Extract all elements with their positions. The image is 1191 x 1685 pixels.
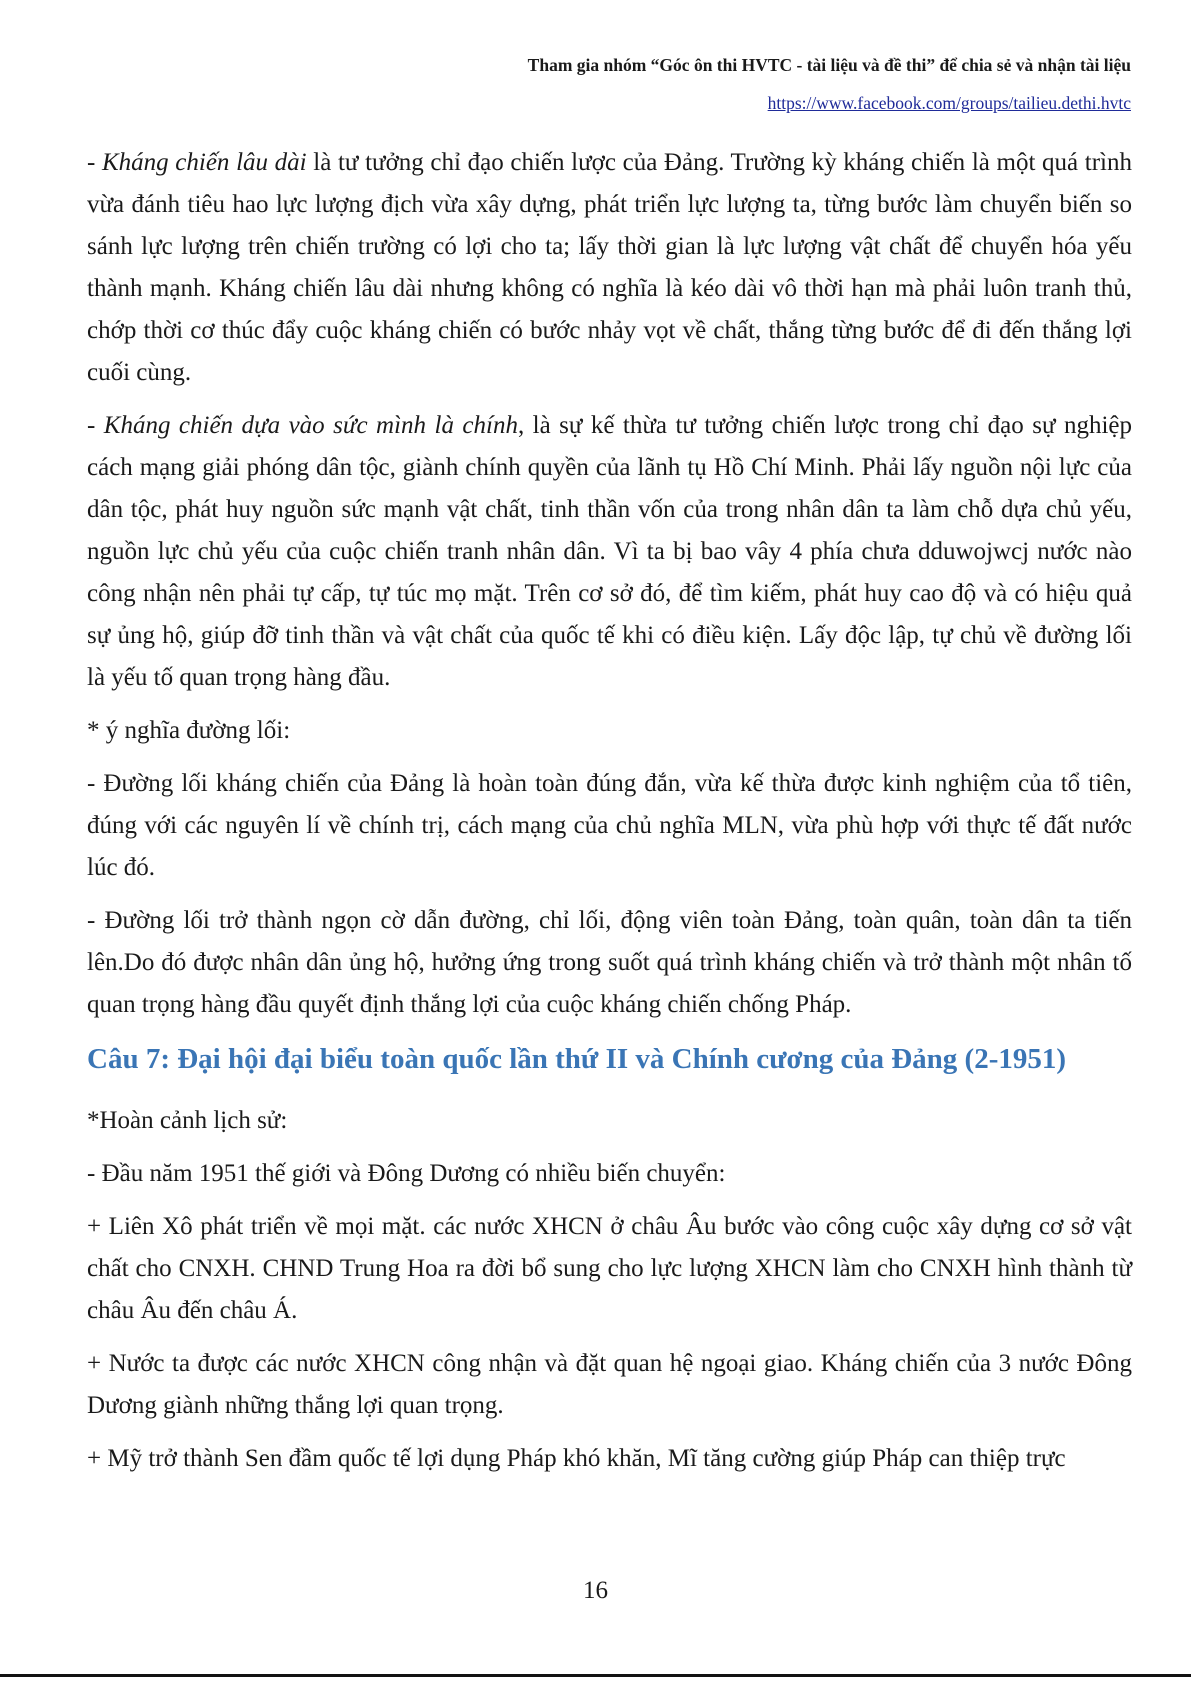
page-header <box>131 52 1131 116</box>
paragraph-dau-nam-1951: - Đầu năm 1951 thế giới và Đông Dương có nhiều biến chuyển: <box>87 1160 726 1187</box>
paragraph-dua-vao-suc-minh <box>87 405 1132 699</box>
header-title: Tham gia nhóm “Góc ôn thi HVTC - tài liệu và đề thi” để chia sẻ và nhận tài liệu <box>527 55 1131 75</box>
paragraph-text: là tư tưởng chỉ đạo chiến lược của Đảng. Trường kỳ kháng chiến là một quá trình vừa đánh tiêu hao lực lượng địch vừa xây dựng, phát triển lực lượng ta, từng bước làm chuyển biến so sánh lực lượng trên chiến trường có lợi cho ta; lấy thời gian là lực lượng vật chất để chuyển hóa yếu thành mạnh. Kháng chiến lâu dài nhưng không có nghĩa là kéo dài vô thời hạn mà phải luôn tranh thủ, chớp thời cơ thúc đẩy cuộc kháng chiến có bước nhảy vọt về chất, thắng từng bước để đi đến thắng lợi cuối cùng. <box>87 149 1133 386</box>
paragraph-hoan-canh-label: *Hoàn cảnh lịch sử: <box>87 1107 288 1134</box>
document-body <box>87 142 1132 1491</box>
paragraph-nuoc-ta: + Nước ta được các nước XHCN công nhận và đặt quan hệ ngoại giao. Kháng chiến của 3 nước Đông Dương giành những thắng lợi quan trọng. <box>87 1350 1132 1419</box>
paragraph-y-nghia-label: * ý nghĩa đường lối: <box>87 717 291 744</box>
paragraph-lead-italic: - Kháng chiến lâu dài <box>87 149 307 176</box>
section-heading-cau-7: Câu 7: Đại hội đại biểu toàn quốc lần thứ II và Chính cương của Đảng (2-1951) <box>87 1043 1067 1075</box>
paragraph-text: , là sự kế thừa tư tưởng chiến lược trong chỉ đạo sự nghiệp cách mạng giải phóng dân tộc, giành chính quyền của lãnh tụ Hồ Chí Minh. Phải lấy nguồn nội lực của dân tộc, phát huy nguồn sức mạnh vật chất, tinh thần vốn của trong nhân dân ta làm chỗ dựa chủ yếu, nguồn lực chủ yếu của cuộc chiến tranh nhân dân. Vì ta bị bao vây 4 phía chưa dduwojwcj nước nào công nhận nên phải tự cấp, tự túc mọ mặt. Trên cơ sở đó, để tìm kiếm, phát huy cao độ và có hiệu quả sự ủng hộ, giúp đỡ tinh thần và vật chất của quốc tế khi có điều kiện. Lấy độc lập, tự chủ về đường lối là yếu tố quan trọng hàng đầu. <box>87 412 1132 691</box>
bottom-divider <box>0 1674 1191 1677</box>
paragraph-my: + Mỹ trở thành Sen đầm quốc tế lợi dụng Pháp khó khăn, Mĩ tăng cường giúp Pháp can thiệp trực <box>87 1445 1066 1472</box>
paragraph-y-nghia-2: - Đường lối trở thành ngọn cờ dẫn đường, chỉ lối, động viên toàn Đảng, toàn quân, toàn dân ta tiến lên.Do đó được nhân dân ủng hộ, hưởng ứng trong suốt quá trình kháng chiến và trở thành một nhân tố quan trọng hàng đầu quyết định thắng lợi của cuộc kháng chiến chống Pháp. <box>87 907 1132 1018</box>
paragraph-y-nghia-1: - Đường lối kháng chiến của Đảng là hoàn toàn đúng đắn, vừa kế thừa được kinh nghiệm của tổ tiên, đúng với các nguyên lí về chính trị, cách mạng của chủ nghĩa MLN, vừa phù hợp với thực tế đất nước lúc đó. <box>87 770 1132 881</box>
paragraph-khang-chien-lau-dai <box>87 142 1132 394</box>
paragraph-lead-italic: - Kháng chiến dựa vào sức mình là chính <box>87 412 518 439</box>
paragraph-lien-xo: + Liên Xô phát triển về mọi mặt. các nước XHCN ở châu Âu bước vào công cuộc xây dựng cơ sở vật chất cho CNXH. CHND Trung Hoa ra đời bổ sung cho lực lượng XHCN làm cho CNXH hình thành từ châu Âu đến châu Á. <box>87 1213 1132 1324</box>
page-number: 16 <box>583 1577 608 1604</box>
header-facebook-link[interactable]: https://www.facebook.com/groups/tailieu.dethi.hvtc <box>767 93 1131 113</box>
